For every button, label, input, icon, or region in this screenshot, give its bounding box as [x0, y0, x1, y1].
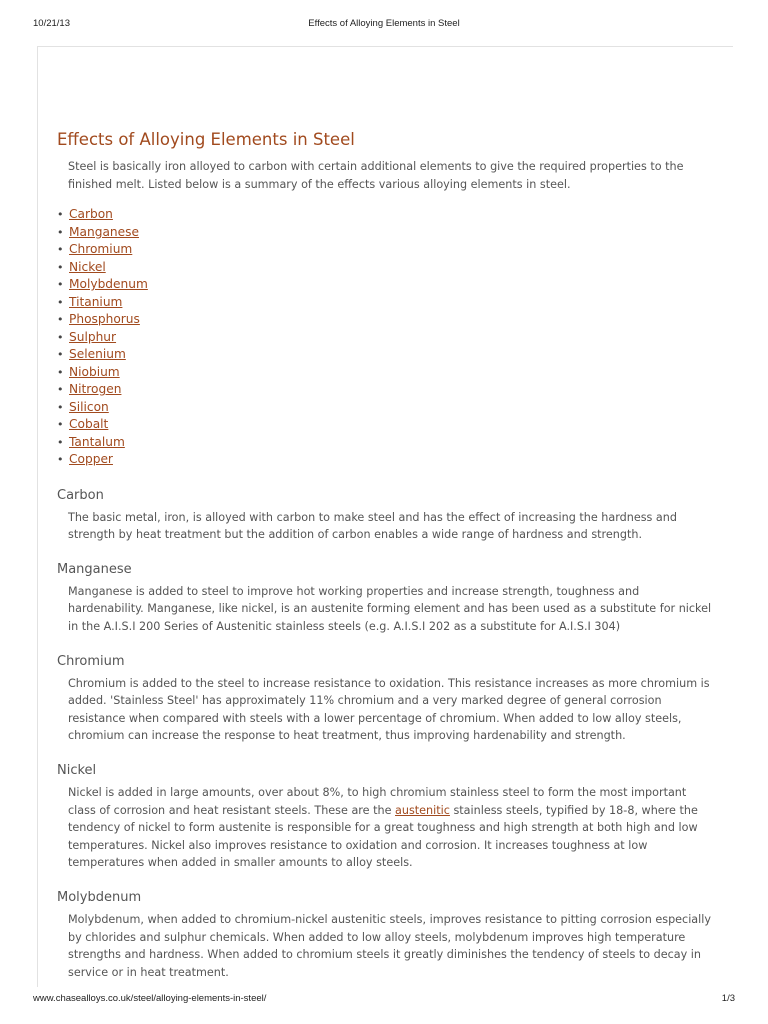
nickel-text-before: Nickel is added in large amounts, over about 8%, to high chromium stainless steel to form the most important class of corrosion and heat resistant steels. These are the	[68, 786, 687, 817]
section-chromium	[57, 652, 717, 745]
list-item	[57, 381, 717, 399]
nickel-text-after: stainless steels, typified by 18-8, where the tendency of nickel to form austenite is responsible for a great toughness and high strength at both high and low temperatures. Nickel also improves resistance to oxidation and corrosion. It increases toughness at low temperatures when added in smaller amounts to alloy steels.	[68, 803, 698, 870]
list-item	[57, 259, 717, 277]
section-body-carbon: The basic metal, iron, is alloyed with carbon to make steel and has the effect of increasing the hardness and strength by heat treatment but the addition of carbon enables a wide range of hardness and strength.	[68, 510, 677, 542]
page-number: 1/3	[721, 993, 735, 1004]
print-date: 10/21/13	[33, 18, 70, 29]
section-heading-molybdenum: Molybdenum	[57, 890, 142, 905]
section-heading-nickel: Nickel	[57, 763, 97, 779]
bullet-icon: •	[57, 295, 64, 309]
element-link-list	[57, 206, 717, 469]
section-nickel	[57, 761, 717, 872]
bullet-icon: •	[57, 243, 64, 257]
section-carbon	[57, 486, 717, 544]
link-silicon[interactable]: Silicon	[69, 399, 109, 414]
list-item	[57, 311, 717, 329]
list-item	[57, 346, 717, 364]
list-item	[57, 294, 717, 312]
link-cobalt[interactable]: Cobalt	[69, 417, 109, 432]
link-austenitic[interactable]: austenitic	[395, 803, 450, 817]
list-item	[57, 241, 717, 259]
bullet-icon: •	[57, 383, 64, 397]
bullet-icon: •	[57, 435, 64, 449]
list-item	[57, 416, 717, 434]
section-molybdenum	[57, 888, 717, 981]
link-manganese[interactable]: Manganese	[69, 224, 139, 239]
link-chromium[interactable]: Chromium	[69, 242, 133, 257]
article	[57, 128, 717, 981]
section-heading-carbon: Carbon	[57, 487, 104, 503]
list-item	[57, 364, 717, 382]
list-item	[57, 399, 717, 417]
bullet-icon: •	[57, 400, 64, 414]
bullet-icon: •	[57, 330, 64, 344]
link-copper[interactable]: Copper	[69, 452, 113, 467]
link-sulphur[interactable]: Sulphur	[69, 329, 117, 344]
link-molybdenum[interactable]: Molybdenum	[69, 277, 148, 292]
list-item	[57, 451, 717, 469]
bullet-icon: •	[57, 260, 64, 274]
section-body-manganese: Manganese is added to steel to improve hot working properties and increase strength, toughness and hardenability. Manganese, like nickel, is an austenite forming element and has been used as a substitute for nickel in the A.I.S.I 200 Series of Austenitic stainless steels (e.g. A.I.S.I 202 as a substitute for A.I.S.I 304)	[68, 584, 712, 634]
link-carbon[interactable]: Carbon	[69, 207, 113, 222]
bullet-icon: •	[57, 225, 64, 239]
intro-paragraph: Steel is basically iron alloyed to carbon with certain additional elements to give the required properties to the finished melt. Listed below is a summary of the effects various alloying elements in steel.	[68, 160, 684, 191]
link-nitrogen[interactable]: Nitrogen	[69, 382, 122, 397]
link-phosphorus[interactable]: Phosphorus	[69, 312, 140, 327]
print-title: Effects of Alloying Elements in Steel	[308, 18, 460, 29]
bullet-icon: •	[57, 208, 64, 222]
page-title: Effects of Alloying Elements in Steel	[57, 130, 355, 149]
section-heading-chromium: Chromium	[57, 653, 125, 669]
bullet-icon: •	[57, 418, 64, 432]
section-manganese	[57, 560, 717, 636]
bullet-icon: •	[57, 313, 64, 327]
section-body-chromium: Chromium is added to the steel to increase resistance to oxidation. This resistance increases as more chromium is added. 'Stainless Steel' has approximately 11% chromium and a very marked degree of general corrosion resistance when compared with steels with a lower percentage of chromium. When added to low alloy steels, chromium can increase the response to heat treatment, thus improving hardenability and strength.	[68, 676, 710, 743]
link-selenium[interactable]: Selenium	[69, 347, 126, 362]
bullet-icon: •	[57, 348, 64, 362]
bullet-icon: •	[57, 365, 64, 379]
link-nickel[interactable]: Nickel	[69, 259, 106, 274]
bullet-icon: •	[57, 453, 64, 467]
section-body-nickel	[57, 784, 717, 872]
list-item	[57, 276, 717, 294]
section-heading-manganese: Manganese	[57, 561, 132, 577]
list-item	[57, 329, 717, 347]
print-header	[0, 18, 768, 34]
link-tantalum[interactable]: Tantalum	[69, 434, 125, 449]
list-item	[57, 206, 717, 224]
print-url: www.chasealloys.co.uk/steel/alloying-elements-in-steel/	[33, 993, 267, 1004]
print-footer	[0, 993, 768, 1009]
list-item	[57, 434, 717, 452]
bullet-icon: •	[57, 278, 64, 292]
link-titanium[interactable]: Titanium	[69, 294, 123, 309]
list-item	[57, 224, 717, 242]
section-body-molybdenum: Molybdenum, when added to chromium-nickel austenitic steels, improves resistance to pitting corrosion especially by chlorides and sulphur chemicals. When added to low alloy steels, molybdenum improves high temperature strengths and hardness. When added to chromium steels it greatly diminishes the tendency of steels to decay in service or in heat treatment.	[68, 913, 712, 979]
link-niobium[interactable]: Niobium	[69, 364, 120, 379]
